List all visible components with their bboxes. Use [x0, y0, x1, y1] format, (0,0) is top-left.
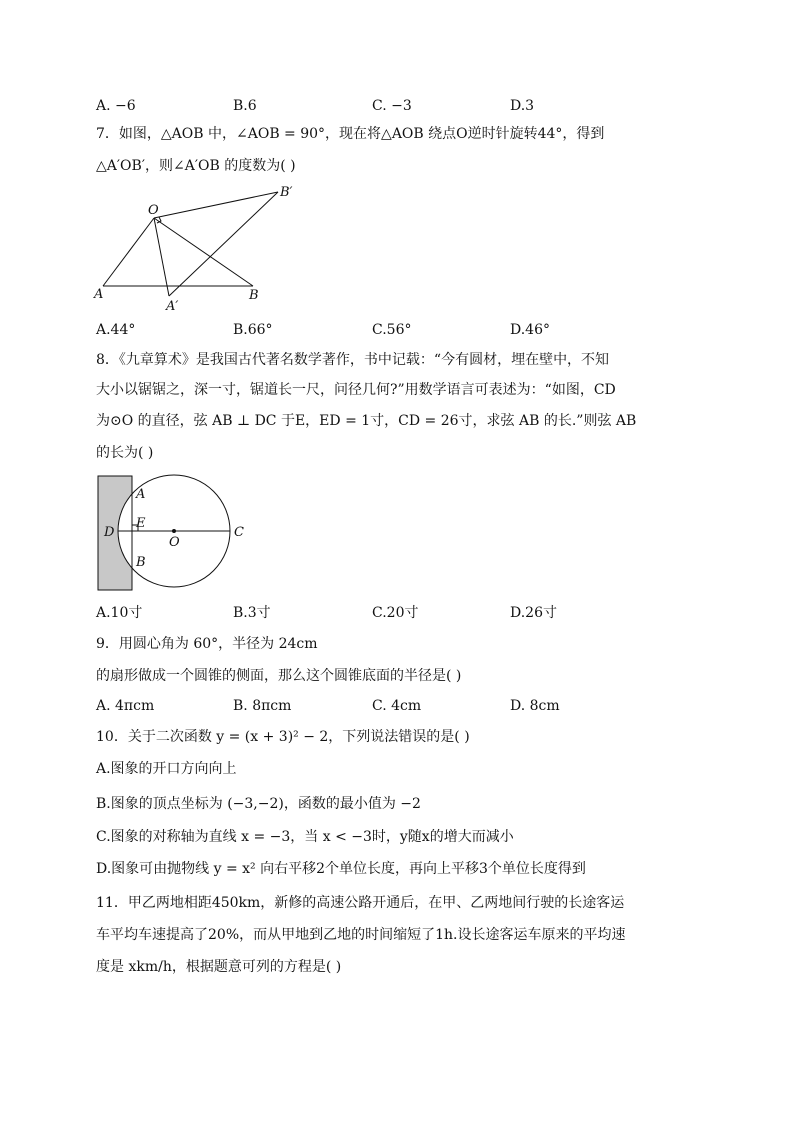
- q6-option-a: A. −6: [96, 98, 136, 114]
- q9-option-d: D. 8cm: [510, 698, 560, 714]
- q7-option-c: C.56°: [372, 322, 412, 338]
- q9-option-b: B. 8πcm: [233, 698, 292, 714]
- q8-center-dot: [172, 529, 176, 533]
- q7-option-b: B.66°: [233, 322, 273, 338]
- q10-choice-c: C.图象的对称轴为直线 x = −3，当 x < −3时，y随x的增大而减小: [96, 829, 514, 845]
- q7-label-a-prime: A′: [166, 299, 179, 314]
- q7-option-a: A.44°: [96, 322, 136, 338]
- q7-label-b: B: [249, 288, 259, 303]
- q7-segment-oa: [103, 218, 154, 286]
- q7-option-d: D.46°: [510, 322, 550, 338]
- q6-option-c: C. −3: [372, 98, 412, 114]
- q8-option-d: D.26寸: [510, 605, 557, 621]
- q7-segment-ob: [154, 218, 253, 286]
- q7-segment-ob-prime: [154, 192, 278, 218]
- q8-label-o: O: [169, 535, 180, 550]
- q8-label-c: C: [234, 525, 244, 540]
- q7-stem-line1: 7．如图，△AOB 中，∠AOB = 90°，现在将△AOB 绕点O逆时针旋转44°，得到: [96, 126, 605, 142]
- q11-stem-line2: 车平均车速提高了20%，而从甲地到乙地的时间缩短了1h.设长途客运车原来的平均速: [96, 927, 626, 943]
- q10-choice-a: A.图象的开口方向向上: [96, 761, 237, 777]
- q6-option-d: D.3: [510, 98, 535, 114]
- q8-option-b: B.3寸: [233, 605, 271, 621]
- q8-label-b: B: [136, 555, 146, 570]
- q8-option-c: C.20寸: [372, 605, 419, 621]
- q8-option-a: A.10寸: [96, 605, 143, 621]
- q7-segment-a-prime-b-prime: [169, 192, 278, 296]
- q8-label-d: D: [104, 525, 115, 540]
- q7-label-o: O: [148, 203, 159, 218]
- q8-stem-line4: 的长为( ): [96, 445, 154, 461]
- q11-stem-line3: 度是 xkm/h，根据题意可列的方程是( ): [96, 959, 342, 975]
- q7-label-a: A: [94, 287, 104, 302]
- q7-label-b-prime: B′: [280, 185, 293, 200]
- q8-label-a: A: [136, 487, 146, 502]
- q7-stem-line2: △A′OB′，则∠A′OB 的度数为( ): [96, 158, 296, 174]
- q9-stem-line2: 的扇形做成一个圆锥的侧面，那么这个圆锥底面的半径是( ): [96, 668, 462, 684]
- q7-segment-oa-prime: [154, 218, 169, 296]
- q8-stem-line1: 8．《九章算术》是我国古代著名数学著作，书中记载：“今有圆材，埋在壁中，不知: [96, 352, 610, 368]
- q10-stem: 10．关于二次函数 y = (x + 3)² − 2，下列说法错误的是( ): [96, 729, 470, 745]
- q9-stem-line1: 9．用圆心角为 60°，半径为 24cm: [96, 636, 318, 652]
- q9-option-a: A. 4πcm: [96, 698, 155, 714]
- q8-stem-line2: 大小以锯锯之，深一寸，锯道长一尺，问径几何?”用数学语言可表述为：“如图，CD: [96, 382, 616, 398]
- q6-option-b: B.6: [233, 98, 257, 114]
- q11-stem-line1: 11．甲乙两地相距450km，新修的高速公路开通后，在甲、乙两地间行驶的长途客运: [96, 895, 625, 911]
- q10-choice-b: B.图象的顶点坐标为 (−3,−2)，函数的最小值为 −2: [96, 796, 421, 812]
- q8-label-e: E: [136, 516, 146, 531]
- q8-circle-wall-figure: [96, 472, 256, 594]
- q8-stem-line3: 为⊙O 的直径，弦 AB ⊥ DC 于E，ED = 1寸，CD = 26寸，求弦 AB 的长.”则弦 AB: [96, 413, 637, 429]
- q9-option-c: C. 4cm: [372, 698, 422, 714]
- q7-rotation-figure: [90, 180, 305, 315]
- q10-choice-d: D.图象可由抛物线 y = x² 向右平移2个单位长度，再向上平移3个单位长度得到: [96, 861, 586, 877]
